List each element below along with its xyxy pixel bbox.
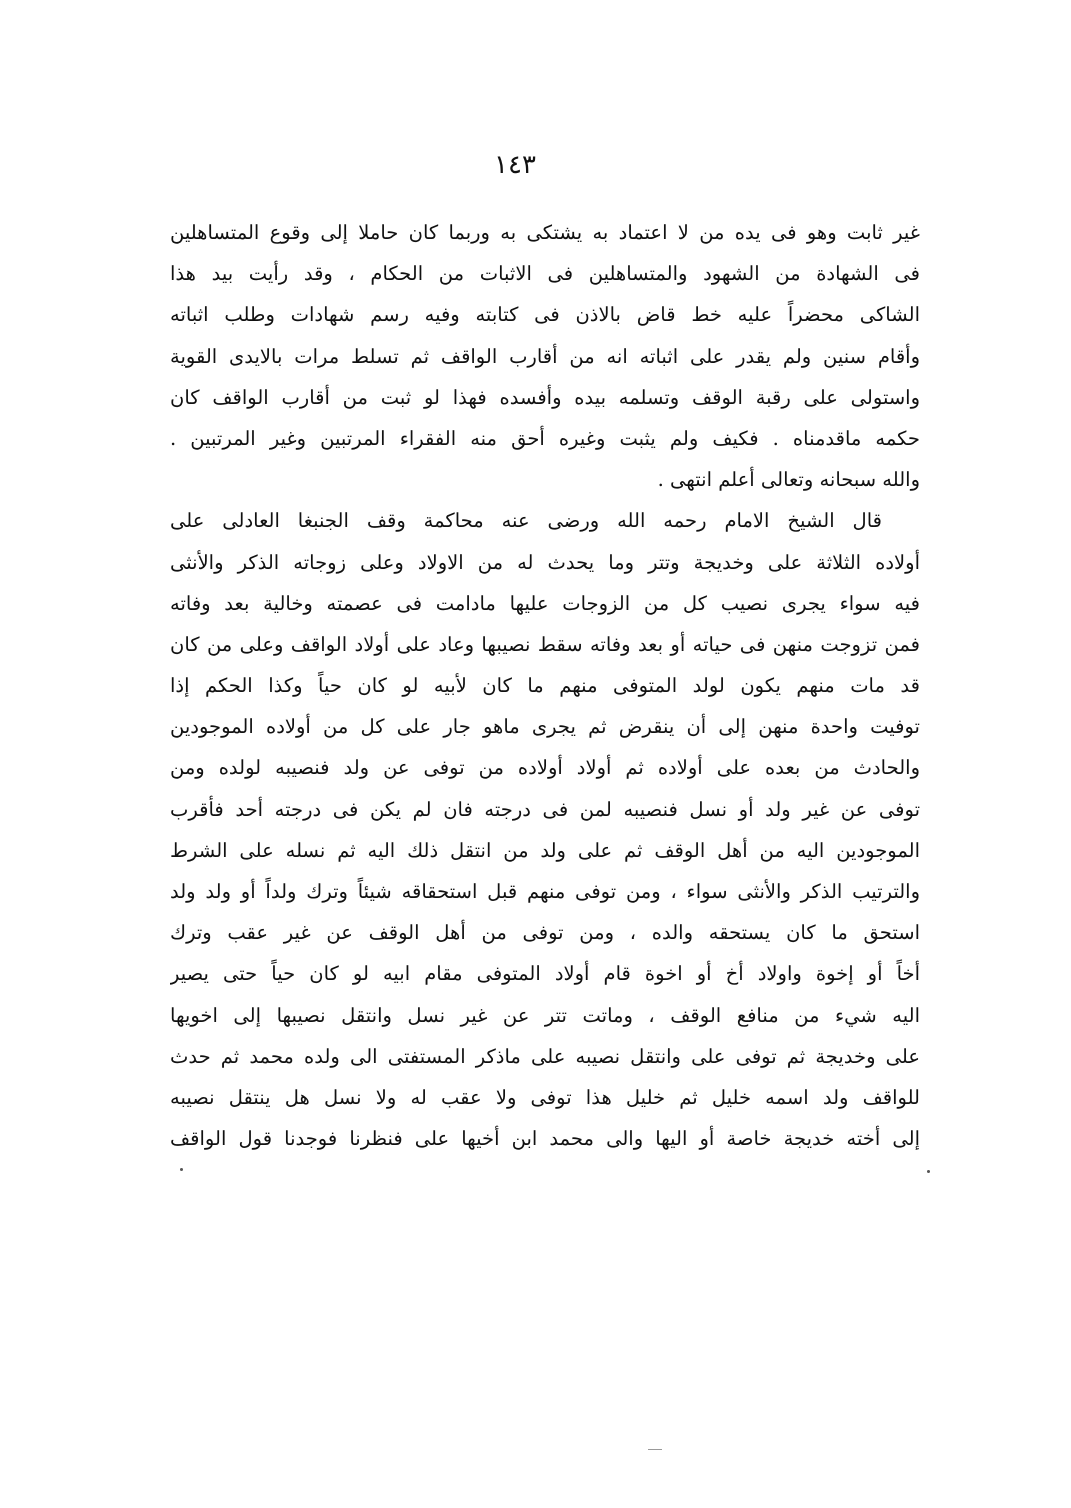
paragraph-start-line: قال الشيخ الامام رحمه الله ورضى عنه محاكمة وقف الجنبغا العادلى على bbox=[170, 509, 882, 533]
text-line: اليه شيء من منافع الوقف ، وماتت تتر عن غير نسل وانتقل نصيبها إلى اخويها bbox=[170, 1003, 920, 1027]
text-line: فيه سواء يجرى نصيب كل من الزوجات عليها مادامت فى عصمته وخالية بعد وفاته bbox=[170, 591, 920, 615]
text-line: توفى عن غير ولد أو نسل فنصيبه لمن فى درجته فان لم يكن فى درجته أحد فأقرب bbox=[170, 797, 920, 821]
body-text bbox=[170, 212, 920, 1159]
text-line: حكمه ماقدمناه . فكيف ولم يثبت وغيره أحق منه الفقراء المرتبين وغير المرتبين . bbox=[170, 426, 920, 450]
text-line: للواقف ولد اسمه خليل ثم خليل هذا توفى ولا عقب له ولا نسل هل ينتقل نصيبه bbox=[170, 1085, 920, 1109]
text-line: الشاكى محضراً عليه خط قاض بالاذن فى كتابته وفيه رسم شهادات وطلب اثباته bbox=[170, 303, 920, 327]
text-line: توفيت واحدة منهن إلى أن ينقرض ثم يجرى ماهو جار على كل من أولاده الموجودين bbox=[170, 715, 920, 739]
text-line: على وخديجة ثم توفى على وانتقل نصيبه على ماذكر المستفتى الى ولده محمد ثم حدث bbox=[170, 1044, 920, 1068]
text-line: والحادث من بعده على أولاده ثم أولاد أولاده من توفى عن ولد فنصيبه لولده ومن bbox=[170, 756, 920, 780]
scan-speck bbox=[180, 1168, 183, 1171]
text-line: أخاً أو إخوة واولاد أخ أو اخوة قام أولاد المتوفى مقام ابيه لو كان حياً حتى يصير bbox=[170, 962, 920, 986]
text-line: والترتيب الذكر والأنثى سواء ، ومن توفى منهم قبل استحقاقه شيئاً وترك ولداً أو ولد ولد bbox=[170, 880, 920, 903]
text-line: وأقام سنين ولم يقدر على اثباته انه من أقارب الواقف ثم تسلط مرات بالايدى القوية bbox=[170, 344, 920, 368]
text-line: إلى أخته خديجة خاصة أو اليها والى محمد ابن أخيها على فنظرنا فوجدنا قول الواقف bbox=[170, 1127, 920, 1151]
text-line: أولاده الثلاثة على وخديجة وتتر وما يحدث له من الاولاد وعلى زوجاته الذكر والأنثى bbox=[170, 550, 920, 574]
text-line: الموجودين اليه من أهل الوقف ثم على ولد من انتقل ذلك اليه ثم نسله على الشرط bbox=[170, 838, 920, 862]
scan-speck bbox=[927, 1170, 930, 1173]
text-line: استحق ما كان يستحقه والده ، ومن توفى من أهل الوقف عن غير عقب وترك bbox=[170, 921, 920, 945]
text-line: واستولى على رقبة الوقف وتسلمه بيده وأفسده فهذا لو ثبت من أقارب الواقف كان bbox=[170, 385, 920, 409]
text-line: فى الشهادة من الشهود والمتساهلين فى الاثبات من الحكام ، وقد رأيت بيد هذا bbox=[170, 262, 920, 286]
page-number: ١٤٣ bbox=[494, 150, 536, 180]
text-line: غير ثابت وهو فى يده من لا اعتماد به يشتكى به وربما كان حاملا إلى وقوع المتساهلين bbox=[170, 221, 920, 244]
text-line: قد مات منهم يكون لولد المتوفى منهم ما كان لأبيه لو كان حياً وكذا الحكم إذا bbox=[170, 674, 920, 698]
text-line: فمن تزوجت منهن فى حياته أو بعد وفاته سقط نصيبها وعاد على أولاد الواقف وعلى من كان bbox=[170, 632, 920, 656]
scan-speck bbox=[648, 1449, 662, 1450]
text-line: والله سبحانه وتعالى أعلم انتهى . bbox=[657, 468, 920, 492]
